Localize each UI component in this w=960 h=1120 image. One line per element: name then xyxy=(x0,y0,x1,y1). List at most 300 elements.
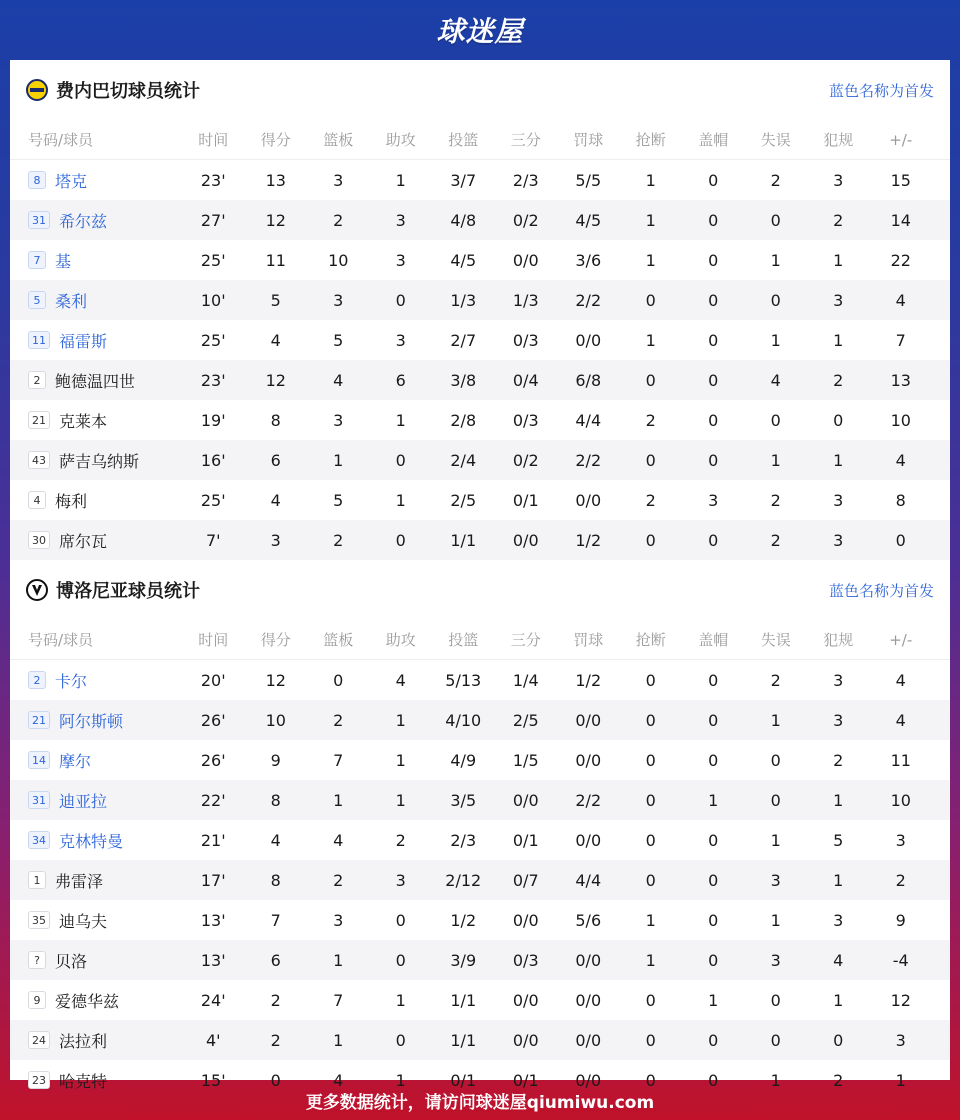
footer-banner[interactable]: 更多数据统计，请访问球迷屋qiumiwu.com xyxy=(305,1092,655,1113)
stat-cell: 13' xyxy=(200,950,226,970)
stat-cell: 0 xyxy=(708,830,719,850)
stat-cell: 2 xyxy=(395,830,406,850)
stat-cell: 1 xyxy=(395,790,406,810)
player-cell xyxy=(10,409,182,432)
stat-cell: 3 xyxy=(395,330,406,350)
column-header: 盖帽 xyxy=(698,631,729,649)
stat-cell: 23' xyxy=(200,370,226,390)
stat-cell: 0 xyxy=(645,1030,656,1050)
stat-cell: 0/0 xyxy=(575,990,602,1010)
stat-cell: 1 xyxy=(708,790,719,810)
column-header: 投篮 xyxy=(448,631,479,649)
column-header: 抢断 xyxy=(635,131,666,149)
stat-cell: 4 xyxy=(270,830,281,850)
player-cell xyxy=(10,449,182,472)
stat-cell: 0 xyxy=(708,530,719,550)
stat-cell: 1 xyxy=(645,950,656,970)
stat-cell: 0/0 xyxy=(512,530,539,550)
column-header: 篮板 xyxy=(323,131,354,149)
stat-cell: 2 xyxy=(645,410,656,430)
stat-cell: 1 xyxy=(833,870,844,890)
stat-cell: 2 xyxy=(270,1030,281,1050)
stat-cell: 4/8 xyxy=(450,210,477,230)
stat-cell: 1 xyxy=(645,170,656,190)
stat-cell: 4 xyxy=(895,290,906,310)
stat-cell: 1 xyxy=(333,450,344,470)
stat-cell: 1 xyxy=(645,210,656,230)
stat-cell: 7 xyxy=(333,990,344,1010)
stat-cell: 2/5 xyxy=(450,490,477,510)
table-row[interactable] xyxy=(10,900,950,940)
team-stats-bologna xyxy=(10,560,950,1100)
stat-cell: 22 xyxy=(890,250,911,270)
stat-cell: 1 xyxy=(395,410,406,430)
table-row[interactable] xyxy=(10,780,950,820)
player-name[interactable]: 席尔瓦 xyxy=(59,531,108,551)
stat-cell: 0 xyxy=(770,290,781,310)
jersey-number-badge: 31 xyxy=(28,791,50,809)
player-cell xyxy=(10,669,182,692)
stat-cell: 1 xyxy=(645,250,656,270)
stat-cell: 1/3 xyxy=(512,290,539,310)
player-name[interactable]: 阿尔斯顿 xyxy=(59,711,124,731)
player-cell xyxy=(10,329,182,352)
stat-cell: 2 xyxy=(770,490,781,510)
stat-cell: 17' xyxy=(200,870,226,890)
column-header: 失误 xyxy=(760,131,791,149)
stat-cell: 13' xyxy=(200,910,226,930)
stat-cell: 0/3 xyxy=(512,950,539,970)
column-header: 得分 xyxy=(260,131,291,149)
stat-cell: 2/3 xyxy=(450,830,477,850)
stat-cell: 3 xyxy=(770,950,781,970)
stat-cell: 0/0 xyxy=(575,490,602,510)
stat-cell: 3 xyxy=(333,410,344,430)
player-cell xyxy=(10,909,182,932)
stat-cell: 3 xyxy=(708,490,719,510)
stat-cell: 16' xyxy=(200,450,226,470)
jersey-number-badge: 8 xyxy=(28,171,46,189)
stat-cell: 0 xyxy=(708,370,719,390)
stat-cell: 1 xyxy=(833,450,844,470)
stat-cell: 2/12 xyxy=(445,870,482,890)
player-cell xyxy=(10,789,182,812)
stat-cell: 21' xyxy=(200,830,226,850)
jersey-number-badge: 11 xyxy=(28,331,50,349)
stat-cell: 0/0 xyxy=(575,1070,602,1090)
stat-cell: 4/4 xyxy=(575,410,602,430)
stat-cell: 0/0 xyxy=(575,330,602,350)
stat-cell: 3 xyxy=(833,290,844,310)
stat-cell: 0 xyxy=(645,1070,656,1090)
stat-cell: 0 xyxy=(895,530,906,550)
stat-cell: 1/4 xyxy=(512,670,539,690)
player-name[interactable]: 卡尔 xyxy=(55,671,88,691)
stat-cell: 6 xyxy=(270,450,281,470)
jersey-number-badge: 21 xyxy=(28,711,50,729)
stat-cell: 0 xyxy=(645,710,656,730)
stat-cell: 1 xyxy=(770,450,781,470)
stat-cell: 0 xyxy=(708,950,719,970)
stat-cell: 1 xyxy=(770,1070,781,1090)
player-name[interactable]: 爱德华兹 xyxy=(55,991,120,1011)
stat-cell: 0 xyxy=(645,370,656,390)
stat-cell: 2 xyxy=(833,750,844,770)
stat-cell: 4 xyxy=(895,710,906,730)
player-name[interactable]: 萨吉乌纳斯 xyxy=(59,451,140,471)
stat-cell: 0 xyxy=(708,450,719,470)
stat-cell: 1 xyxy=(770,330,781,350)
player-name[interactable]: 迪亚拉 xyxy=(59,791,108,811)
table-row[interactable] xyxy=(10,200,950,240)
stat-cell: 5 xyxy=(270,290,281,310)
stat-cell: 0 xyxy=(645,750,656,770)
stat-cell: 1 xyxy=(333,950,344,970)
stat-cell: 0 xyxy=(395,910,406,930)
player-name[interactable]: 迪乌夫 xyxy=(59,911,108,931)
stat-cell: 2/8 xyxy=(450,410,477,430)
stat-cell: 3/7 xyxy=(450,170,477,190)
jersey-number-badge: 30 xyxy=(28,531,50,549)
stat-cell: 10 xyxy=(890,790,911,810)
player-cell xyxy=(10,869,182,892)
stat-cell: 1 xyxy=(645,910,656,930)
stat-cell: 0 xyxy=(395,450,406,470)
column-header: 抢断 xyxy=(635,631,666,649)
stat-cell: 4 xyxy=(333,1070,344,1090)
top-bar xyxy=(0,0,960,60)
stat-cell: 0/0 xyxy=(512,1030,539,1050)
stat-cell: 1 xyxy=(333,790,344,810)
fenerbahce-logo-icon xyxy=(26,79,48,101)
stat-cell: 5 xyxy=(833,830,844,850)
stat-cell: 4 xyxy=(895,450,906,470)
column-header: 罚球 xyxy=(573,131,604,149)
stat-cell: 1 xyxy=(395,490,406,510)
stat-cell: 0/0 xyxy=(575,710,602,730)
stat-cell: 1/1 xyxy=(450,530,477,550)
stat-cell: 8 xyxy=(895,490,906,510)
stat-cell: 2/2 xyxy=(575,450,602,470)
table-header-row xyxy=(10,620,950,660)
site-logo[interactable]: 球迷屋 xyxy=(436,15,524,48)
column-header: 三分 xyxy=(510,131,541,149)
team-header xyxy=(10,560,950,620)
jersey-number-badge: 14 xyxy=(28,751,50,769)
team-title: 博洛尼亚球员统计 xyxy=(56,581,200,602)
player-name[interactable]: 基 xyxy=(55,251,72,271)
player-name[interactable]: 梅利 xyxy=(55,491,88,511)
stat-cell: 0 xyxy=(833,410,844,430)
stat-cell: 2/2 xyxy=(575,290,602,310)
player-cell xyxy=(10,829,182,852)
jersey-number-badge: 1 xyxy=(28,871,46,889)
stat-cell: 11 xyxy=(265,250,286,270)
column-header: 投篮 xyxy=(448,131,479,149)
stat-cell: 2 xyxy=(770,670,781,690)
stat-cell: 22' xyxy=(200,790,226,810)
stat-cell: 0 xyxy=(645,870,656,890)
stat-cell: 3 xyxy=(395,210,406,230)
stat-cell: 2 xyxy=(333,710,344,730)
jersey-number-badge: 7 xyxy=(28,251,46,269)
stat-cell: 3 xyxy=(833,170,844,190)
stat-cell: 0 xyxy=(645,670,656,690)
team-stats-fenerbahce xyxy=(10,60,950,560)
column-header: 犯规 xyxy=(823,631,854,649)
jersey-number-badge: 21 xyxy=(28,411,50,429)
jersey-number-badge: 2 xyxy=(28,671,46,689)
stat-cell: 0 xyxy=(833,1030,844,1050)
stat-cell: 2 xyxy=(895,870,906,890)
stat-cell: 3/8 xyxy=(450,370,477,390)
player-name[interactable]: 鲍德温四世 xyxy=(55,371,136,391)
table-row[interactable] xyxy=(10,740,950,780)
stat-cell: 1 xyxy=(395,990,406,1010)
player-name[interactable]: 弗雷泽 xyxy=(55,871,104,891)
table-row[interactable] xyxy=(10,660,950,700)
stat-cell: 12 xyxy=(265,370,286,390)
stat-cell: 1 xyxy=(770,910,781,930)
stat-cell: 4 xyxy=(270,330,281,350)
stat-cell: 12 xyxy=(265,210,286,230)
player-name[interactable]: 哈克特 xyxy=(59,1071,108,1091)
stat-cell: 1 xyxy=(895,1070,906,1090)
stat-cell: 2 xyxy=(833,1070,844,1090)
stat-cell: 0 xyxy=(708,710,719,730)
stat-cell: 0/0 xyxy=(512,790,539,810)
stat-cell: 0 xyxy=(708,170,719,190)
table-row[interactable] xyxy=(10,820,950,860)
stat-cell: 4 xyxy=(833,950,844,970)
stat-cell: 0/3 xyxy=(512,330,539,350)
jersey-number-badge: 31 xyxy=(28,211,50,229)
stat-cell: 0 xyxy=(708,250,719,270)
stat-cell: 0 xyxy=(708,1070,719,1090)
stat-cell: 1 xyxy=(770,250,781,270)
stat-cell: 0 xyxy=(645,830,656,850)
player-cell xyxy=(10,989,182,1012)
stat-cell: 4 xyxy=(333,830,344,850)
stat-cell: 0/0 xyxy=(575,830,602,850)
stat-cell: 1 xyxy=(833,990,844,1010)
column-header: 助攻 xyxy=(385,131,416,149)
jersey-number-badge: 34 xyxy=(28,831,50,849)
stat-cell: 0 xyxy=(770,410,781,430)
stat-cell: 3 xyxy=(270,530,281,550)
stat-cell: 0 xyxy=(708,330,719,350)
table-row[interactable] xyxy=(10,700,950,740)
stat-cell: 15' xyxy=(200,1070,226,1090)
stat-cell: 26' xyxy=(200,710,226,730)
table-row[interactable] xyxy=(10,240,950,280)
stat-cell: 0/0 xyxy=(512,250,539,270)
stat-cell: 3 xyxy=(333,910,344,930)
stat-cell: 12 xyxy=(890,990,911,1010)
stat-cell: 0 xyxy=(708,410,719,430)
stat-cell: 1 xyxy=(770,830,781,850)
stat-cell: 1/2 xyxy=(450,910,477,930)
stat-cell: 0 xyxy=(770,790,781,810)
column-header: 篮板 xyxy=(323,631,354,649)
player-cell xyxy=(10,1029,182,1052)
player-cell xyxy=(10,949,182,972)
stat-cell: 10 xyxy=(328,250,349,270)
stat-cell: 9 xyxy=(270,750,281,770)
stat-cell: 0 xyxy=(645,790,656,810)
column-header: 盖帽 xyxy=(698,131,729,149)
stat-cell: 10 xyxy=(265,710,286,730)
stat-cell: 6 xyxy=(395,370,406,390)
stat-cell: 19' xyxy=(200,410,226,430)
bologna-logo-icon xyxy=(26,579,48,601)
stat-cell: 2 xyxy=(333,210,344,230)
column-header: +/- xyxy=(889,130,913,149)
table-row[interactable] xyxy=(10,160,950,200)
stat-cell: 8 xyxy=(270,790,281,810)
team-header xyxy=(10,60,950,120)
player-name[interactable]: 桑利 xyxy=(55,291,88,311)
starter-note: 蓝色名称为首发 xyxy=(828,81,934,100)
table-row[interactable] xyxy=(10,1020,950,1060)
stat-cell: 4 xyxy=(895,670,906,690)
stat-cell: 0/1 xyxy=(450,1070,477,1090)
stat-cell: 4 xyxy=(333,370,344,390)
stat-cell: 2/2 xyxy=(575,790,602,810)
stat-cell: 0 xyxy=(645,290,656,310)
stat-cell: 5/6 xyxy=(575,910,602,930)
stat-cell: 10 xyxy=(890,410,911,430)
stat-cell: 12 xyxy=(265,670,286,690)
column-header: 得分 xyxy=(260,631,291,649)
player-cell xyxy=(10,169,182,192)
stat-cell: 1/2 xyxy=(575,530,602,550)
player-name[interactable]: 福雷斯 xyxy=(59,331,108,351)
stat-cell: 0/0 xyxy=(575,1030,602,1050)
stat-cell: 0 xyxy=(708,670,719,690)
stat-cell: 0 xyxy=(395,950,406,970)
stat-cell: 26' xyxy=(200,750,226,770)
stat-cell: 0/0 xyxy=(575,750,602,770)
stat-cell: 2 xyxy=(833,370,844,390)
player-name[interactable]: 摩尔 xyxy=(59,751,92,771)
player-name[interactable]: 贝洛 xyxy=(55,951,88,971)
stat-cell: 7' xyxy=(205,530,221,550)
stat-cell: 7 xyxy=(333,750,344,770)
stat-cell: 0/0 xyxy=(575,950,602,970)
table-row[interactable] xyxy=(10,480,950,520)
jersey-number-badge: 2 xyxy=(28,371,46,389)
stat-cell: 2/5 xyxy=(512,710,539,730)
stat-cell: 4 xyxy=(395,670,406,690)
table-row[interactable] xyxy=(10,360,950,400)
stat-cell: 0 xyxy=(708,910,719,930)
table-row[interactable] xyxy=(10,940,950,980)
stat-cell: 3 xyxy=(833,530,844,550)
stat-cell: 7 xyxy=(270,910,281,930)
stat-cell: 0/1 xyxy=(512,490,539,510)
stat-cell: 1/2 xyxy=(575,670,602,690)
stat-cell: 0 xyxy=(770,750,781,770)
stat-cell: 3/5 xyxy=(450,790,477,810)
stat-cell: 0 xyxy=(708,870,719,890)
jersey-number-badge: 5 xyxy=(28,291,46,309)
column-header: 犯规 xyxy=(823,131,854,149)
stat-cell: 5 xyxy=(333,330,344,350)
player-cell xyxy=(10,209,182,232)
stat-cell: 4' xyxy=(205,1030,221,1050)
stat-cell: 0 xyxy=(270,1070,281,1090)
stat-cell: 2 xyxy=(333,530,344,550)
stat-cell: 4/10 xyxy=(445,710,482,730)
column-header: 时间 xyxy=(198,631,229,649)
stat-cell: 1 xyxy=(833,250,844,270)
stat-cell: 0 xyxy=(395,1030,406,1050)
jersey-number-badge: 23 xyxy=(28,1071,50,1089)
stat-cell: 13 xyxy=(265,170,286,190)
player-name[interactable]: 法拉利 xyxy=(59,1031,108,1051)
table-row[interactable] xyxy=(10,440,950,480)
stat-cell: 4/5 xyxy=(575,210,602,230)
player-cell xyxy=(10,249,182,272)
stat-cell: 1 xyxy=(395,750,406,770)
table-row[interactable] xyxy=(10,320,950,360)
player-cell xyxy=(10,529,182,552)
table-row[interactable] xyxy=(10,400,950,440)
table-row[interactable] xyxy=(10,520,950,560)
player-name[interactable]: 克林特曼 xyxy=(59,831,124,851)
stat-cell: 2 xyxy=(770,170,781,190)
stat-cell: 8 xyxy=(270,870,281,890)
stat-cell: 1/1 xyxy=(450,1030,477,1050)
stat-cell: 0 xyxy=(395,290,406,310)
column-header: 时间 xyxy=(198,131,229,149)
stat-cell: 0 xyxy=(708,210,719,230)
stat-cell: 3 xyxy=(395,250,406,270)
stat-cell: 0/2 xyxy=(512,210,539,230)
player-name[interactable]: 克莱本 xyxy=(59,411,108,431)
stat-cell: 0/4 xyxy=(512,370,539,390)
stat-cell: 1 xyxy=(708,990,719,1010)
stat-cell: 3 xyxy=(333,170,344,190)
starter-note: 蓝色名称为首发 xyxy=(828,581,934,600)
stat-cell: 1/5 xyxy=(512,750,539,770)
stat-cell: 5/13 xyxy=(445,670,482,690)
player-cell xyxy=(10,749,182,772)
jersey-number-badge: 4 xyxy=(28,491,46,509)
player-cell xyxy=(10,709,182,732)
stat-cell: 0 xyxy=(395,530,406,550)
stat-cell: 3 xyxy=(833,490,844,510)
stat-cell: 3 xyxy=(833,910,844,930)
stat-cell: 0/1 xyxy=(512,1070,539,1090)
stat-cell: 8 xyxy=(270,410,281,430)
jersey-number-badge: 9 xyxy=(28,991,46,1009)
stat-cell: 5/5 xyxy=(575,170,602,190)
table-row[interactable] xyxy=(10,280,950,320)
player-name[interactable]: 塔克 xyxy=(55,171,88,191)
stat-cell: 0/0 xyxy=(512,910,539,930)
stat-cell: 2/4 xyxy=(450,450,477,470)
table-row[interactable] xyxy=(10,860,950,900)
player-name[interactable]: 希尔兹 xyxy=(59,211,108,231)
stat-cell: 3 xyxy=(770,870,781,890)
table-row[interactable] xyxy=(10,980,950,1020)
stat-cell: 0 xyxy=(708,750,719,770)
stat-cell: 25' xyxy=(200,330,226,350)
jersey-number-badge: 35 xyxy=(28,911,50,929)
stat-cell: 4/9 xyxy=(450,750,477,770)
